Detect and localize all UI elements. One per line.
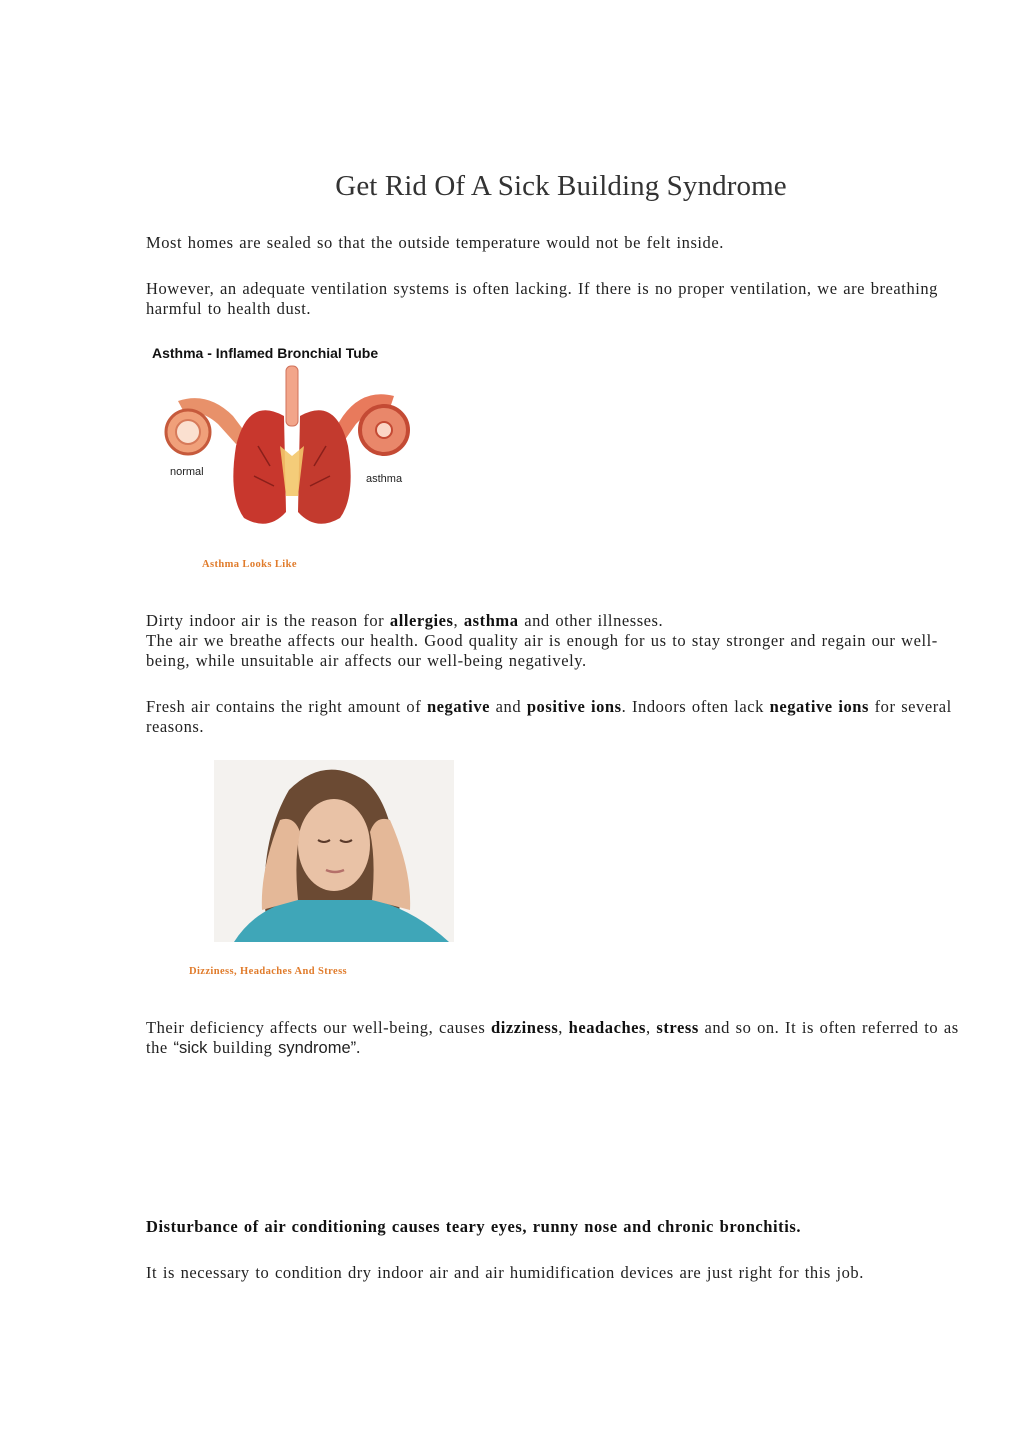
bold-headaches: headaches — [568, 1018, 647, 1037]
bold-asthma: asthma — [463, 611, 519, 630]
caption-asthma: Asthma Looks Like — [202, 559, 297, 570]
caption-dizziness: Dizziness, Headaches And Stress — [189, 966, 348, 977]
text-segment: and — [490, 697, 527, 716]
text-segment-sick: “sick — [173, 1039, 208, 1057]
label-asthma: asthma — [366, 473, 403, 485]
bold-stress: stress — [656, 1018, 699, 1037]
normal-bronchus-icon — [166, 398, 248, 454]
text-segment: . — [356, 1038, 361, 1057]
bold-allergies: allergies — [389, 611, 454, 630]
illustration-heading: Asthma - Inflamed Bronchial Tube — [152, 345, 379, 361]
paragraph-air-conditioning: Disturbance of air conditioning causes teary eyes, runny nose and chronic bronchitis. — [146, 1217, 801, 1236]
paragraph-deficiency — [146, 1018, 978, 1058]
bold-dizziness: dizziness — [491, 1018, 559, 1037]
label-normal: normal — [170, 466, 204, 478]
trachea-icon — [286, 366, 298, 426]
headache-photo — [214, 760, 454, 942]
bold-negative-ions: negative ions — [769, 697, 869, 716]
text-segment: , — [558, 1018, 569, 1037]
text-segment: and so on. It is often referred to as the — [146, 1018, 959, 1057]
text-segment-syndrome: syndrome” — [278, 1039, 357, 1057]
paragraph-humidification: It is necessary to condition dry indoor air and air humidification devices are just right for this job. — [146, 1263, 864, 1282]
bold-positive-ions: positive ions — [526, 697, 622, 716]
text-segment: Their deficiency affects our well-being, causes — [146, 1018, 491, 1037]
asthma-illustration — [148, 336, 424, 532]
text-segment: building — [207, 1038, 279, 1057]
text-segment: and other illnesses. — [518, 611, 664, 630]
bold-negative: negative — [426, 697, 490, 716]
text-segment: Dirty indoor air is the reason for — [146, 611, 390, 630]
lungs-icon — [233, 410, 350, 523]
text-segment: The air we breathe affects our health. Good quality air is enough for us to stay stronger and regain our well-being, while unsuitable air affects our well-being negatively. — [146, 631, 938, 670]
text-segment: . Indoors often lack — [621, 697, 770, 716]
text-segment: Fresh air contains the right amount of — [146, 697, 427, 716]
text-segment: for several reasons. — [146, 697, 952, 736]
paragraph-ventilation: However, an adequate ventilation systems is often lacking. If there is no proper ventilation, we are breathing harmful to health dust. — [146, 279, 938, 318]
paragraph-sealed-homes: Most homes are sealed so that the outside temperature would not be felt inside. — [146, 233, 724, 252]
text-segment: , — [646, 1018, 657, 1037]
paragraph-dirty-air — [146, 611, 978, 671]
paragraph-fresh-air — [146, 697, 978, 737]
face-icon — [298, 799, 370, 891]
text-segment: , — [453, 611, 464, 630]
page-title: Get Rid Of A Sick Building Syndrome — [335, 170, 787, 202]
